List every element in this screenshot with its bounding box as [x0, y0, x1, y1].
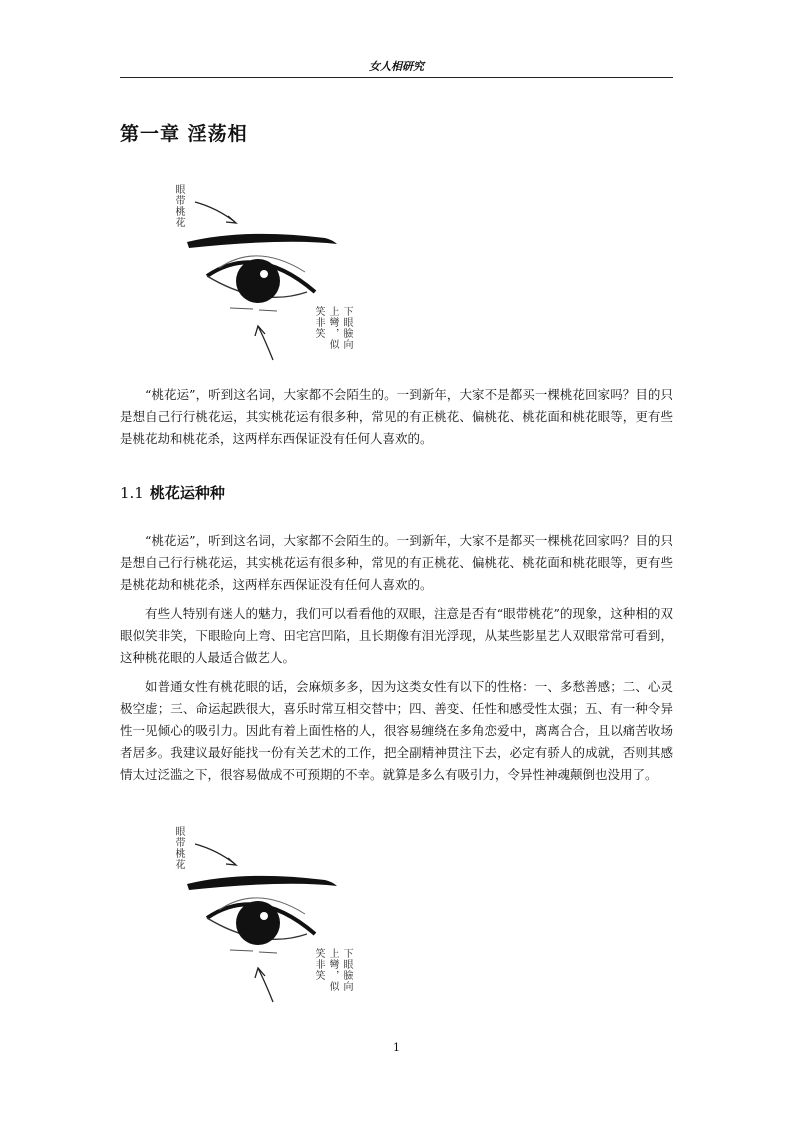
intro-paragraph: “桃花运”，听到这名词，大家都不会陌生的。一到新年，大家不是都买一棵桃花回家吗？目的只是想自己行行桃花运，其实桃花运有很多种，常见的有正桃花、偏桃花、桃花面和桃花眼等，更有些是桃花劫和桃花杀，这两样东西保证没有任何人喜欢的。: [120, 387, 673, 446]
figure-label-right-1: 下眼臉向: [341, 948, 352, 992]
figure-label-right-1: 下眼臉向: [341, 306, 352, 350]
eye-illustration-top: [165, 180, 365, 370]
page-number: 1: [393, 1041, 400, 1054]
figure-label-top: 眼带桃花: [173, 826, 184, 870]
figure-label-right-2: 上彎，似: [327, 948, 338, 992]
figure-label-right-3: 笑非笑: [313, 948, 324, 981]
body-paragraph: 如普通女性有桃花眼的话，会麻烦多多，因为这类女性有以下的性格：一、多愁善感；二、心灵极空虚；三、命运起跌很大，喜乐时常互相交替中；四、善变、任性和感受性太强；五、有一种令异性一见倾心的吸引力。因此有着上面性格的人，很容易缠绕在多角恋爱中，离离合合，且以痛苦收场者居多。我建议最好能找一份有关艺术的工作，把全副精神贯注下去，必定有骄人的成就，否则其感情太过泛滥之下，很容易做成不可预期的不幸。就算是多么有吸引力，令异性神魂颠倒也没用了。: [120, 679, 673, 782]
figure-label-top: 眼带桃花: [173, 184, 184, 228]
section-title: 桃花运种种: [149, 484, 225, 502]
running-header: 女人相研究: [369, 60, 424, 73]
section-heading: [120, 482, 225, 503]
body-paragraph: 有些人特别有迷人的魅力，我们可以看看他的双眼，注意是否有“眼带桃花”的现象，这种相的双眼似笑非笑，下眼睑向上弯、田宅宫凹陷，且长期像有泪光浮现，从某些影星艺人双眼常常可看到，这种桃花眼的人最适合做艺人。: [120, 606, 673, 665]
body-paragraph: “桃花运”，听到这名词，大家都不会陌生的。一到新年，大家不是都买一棵桃花回家吗？目的只是想自己行行桃花运，其实桃花运有很多种，常见的有正桃花、偏桃花、桃花面和桃花眼等，更有些是桃花劫和桃花杀，这两样东西保证没有任何人喜欢的。: [120, 533, 673, 592]
chapter-title: 第一章 淫荡相: [120, 123, 248, 145]
eye-illustration-bottom: [165, 822, 365, 1012]
figure-label-right-3: 笑非笑: [313, 306, 324, 339]
header-rule: [120, 77, 673, 78]
section-number: 1.1: [120, 484, 144, 502]
figure-label-right-2: 上彎，似: [327, 306, 338, 350]
